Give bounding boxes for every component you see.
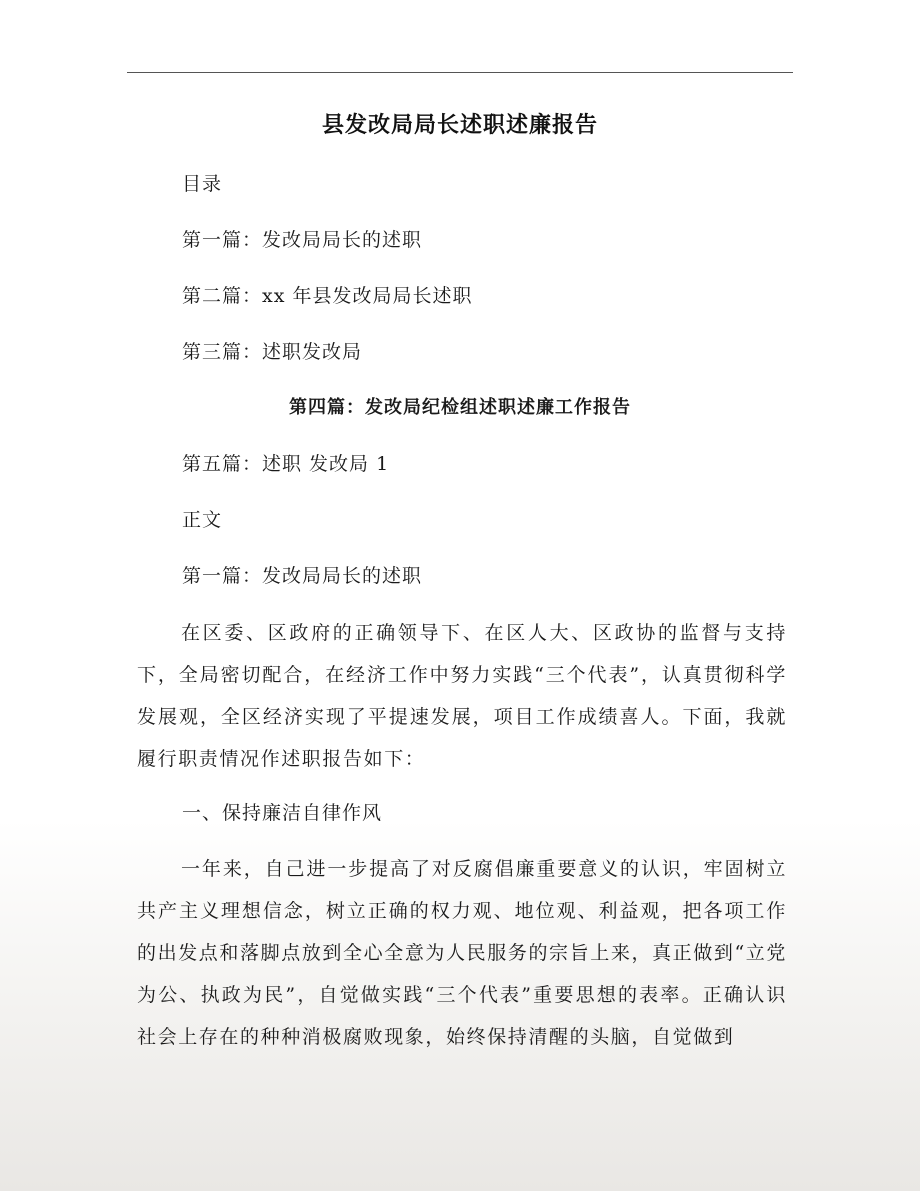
toc-item-3: 第三篇：述职发改局: [182, 341, 363, 363]
toc-item-4: 第四篇：发改局纪检组述职述廉工作报告: [289, 397, 631, 418]
header-rule: [127, 72, 793, 73]
subheading-1: 一、保持廉洁自律作风: [182, 802, 383, 824]
toc-item-5: 第五篇：述职 发改局 1: [182, 453, 390, 475]
body-heading: 正文: [182, 509, 223, 531]
body-paragraph-1: 在区委、区政府的正确领导下、在区人大、区政协的监督与支持下，全局密切配合，在经济工作中努力实践“三个代表”，认真贯彻科学发展观，全区经济实现了平提速发展，项目工作成绩喜人。下面，我就履行职责情况作述职报告如下：: [137, 622, 787, 770]
body-paragraph-2: 一年来，自己进一步提高了对反腐倡廉重要意义的认识，牢固树立共产主义理想信念，树立正确的权力观、地位观、利益观，把各项工作的出发点和落脚点放到全心全意为人民服务的宗旨上来，真正做到“立党为公、执政为民”，自觉做实践“三个代表”重要思想的表率。正确认识社会上存在的种种消极腐败现象，始终保持清醒的头脑，自觉做到: [137, 858, 787, 1048]
toc-item-1: 第一篇：发改局局长的述职: [182, 229, 423, 251]
document-title: 县发改局局长述职述廉报告: [321, 113, 598, 138]
section-title: 第一篇：发改局局长的述职: [182, 565, 423, 587]
toc-heading: 目录: [182, 173, 223, 195]
toc-item-2: 第二篇：xx 年县发改局局长述职: [182, 285, 473, 307]
